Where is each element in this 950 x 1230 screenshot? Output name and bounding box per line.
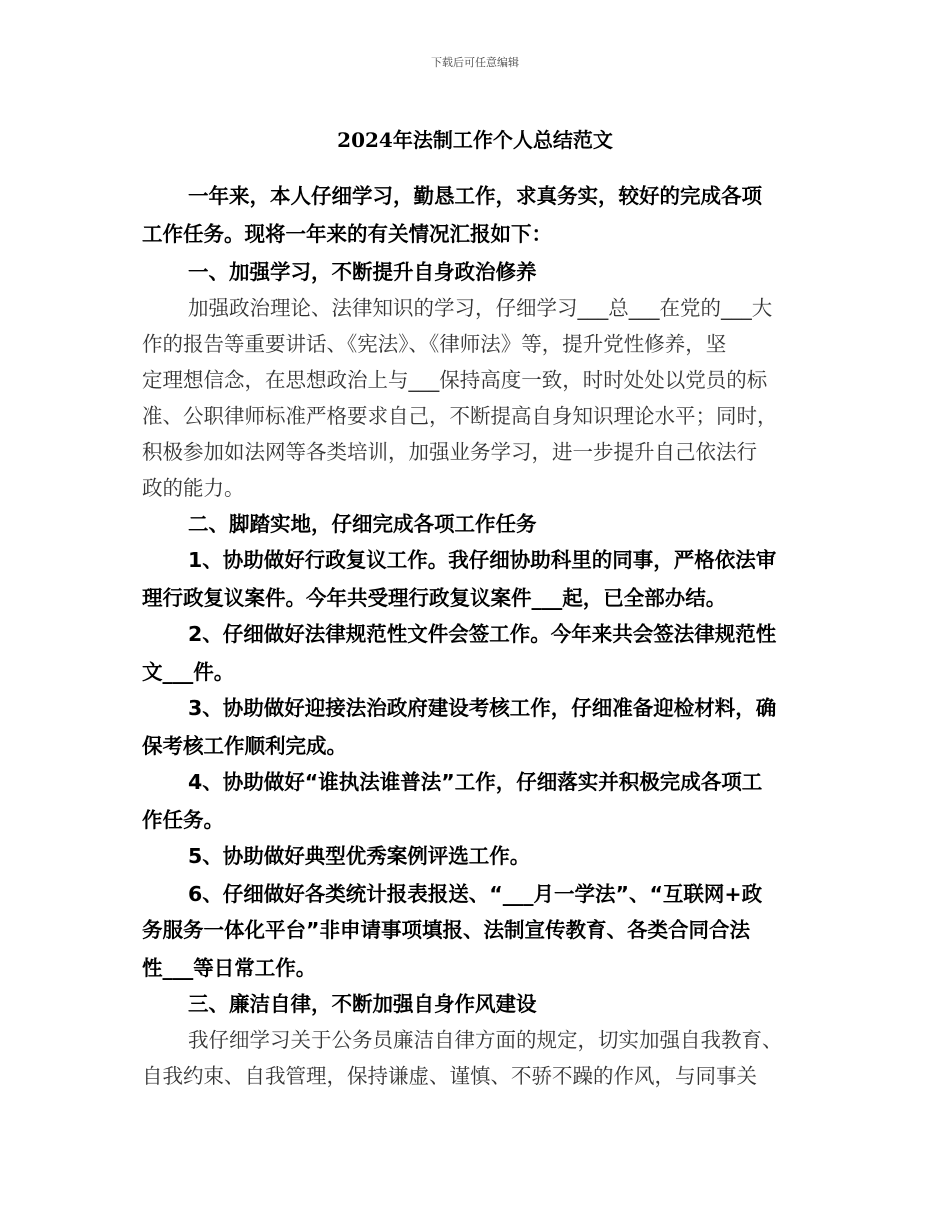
text-line: 积极参加如法网等各类培训，加强业务学习，进一步提升自己依法行 bbox=[142, 440, 757, 464]
text-line: 理行政复议案件。今年共受理行政复议案件___起，已全部办结。 bbox=[142, 586, 727, 610]
text-line: 一年来，本人仔细学习，勤恳工作，求真务实，较好的完成各项 bbox=[188, 184, 762, 208]
text-line: 务服务一体化平台”非申请事项填报、法制宣传教育、各类合同合法 bbox=[142, 918, 750, 942]
text-line: 性___等日常工作。 bbox=[142, 956, 317, 980]
text-line: 3、协助做好迎接法治政府建设考核工作，仔细准备迎检材料，确 bbox=[188, 696, 777, 720]
text-line: 作任务。 bbox=[142, 808, 224, 832]
text-line: 准、公职律师标准严格要求自己，不断提高自身知识理论水平；同时， bbox=[142, 404, 778, 428]
text-line: 5、协助做好典型优秀案例评选工作。 bbox=[188, 844, 531, 868]
text-line: 2、仔细做好法律规范性文件会签工作。今年来共会签法律规范性 bbox=[188, 622, 777, 646]
header-note: 下载后可任意编辑 bbox=[431, 56, 519, 69]
text-line: 1、协助做好行政复议工作。我仔细协助科里的同事，严格依法审 bbox=[188, 548, 777, 572]
document-title: 2024年法制工作个人总结范文 bbox=[337, 128, 613, 152]
text-line: 4、协助做好“谁执法谁普法”工作，仔细落实并积极完成各项工 bbox=[188, 770, 763, 794]
text-line: 作的报告等重要讲话、《宪法》、《律师法》等，提升党性修养，坚 bbox=[142, 332, 727, 356]
text-line: 文___件。 bbox=[142, 660, 235, 684]
text-line: 二、脚踏实地，仔细完成各项工作任务 bbox=[188, 512, 537, 536]
text-line: 工作任务。现将一年来的有关情况汇报如下： bbox=[142, 222, 552, 246]
text-line: 加强政治理论、法律知识的学习，仔细学习___总___在党的___大 bbox=[188, 296, 773, 320]
text-line: 我仔细学习关于公务员廉洁自律方面的规定，切实加强自我教育、 bbox=[188, 1028, 783, 1052]
text-line: 政的能力。 bbox=[142, 476, 245, 500]
text-line: 自我约束、自我管理，保持谦虚、谨慎、不骄不躁的作风，与同事关 bbox=[142, 1064, 757, 1088]
text-line: 6、仔细做好各类统计报表报送、“___月一学法”、“互联网+政 bbox=[188, 882, 763, 906]
text-line: 三、廉洁自律，不断加强自身作风建设 bbox=[188, 992, 537, 1016]
text-line: 保考核工作顺利完成。 bbox=[142, 734, 347, 758]
text-line: 一、加强学习，不断提升自身政治修养 bbox=[188, 260, 537, 284]
text-line: 定理想信念，在思想政治上与___保持高度一致，时时处处以党员的标 bbox=[142, 368, 768, 392]
